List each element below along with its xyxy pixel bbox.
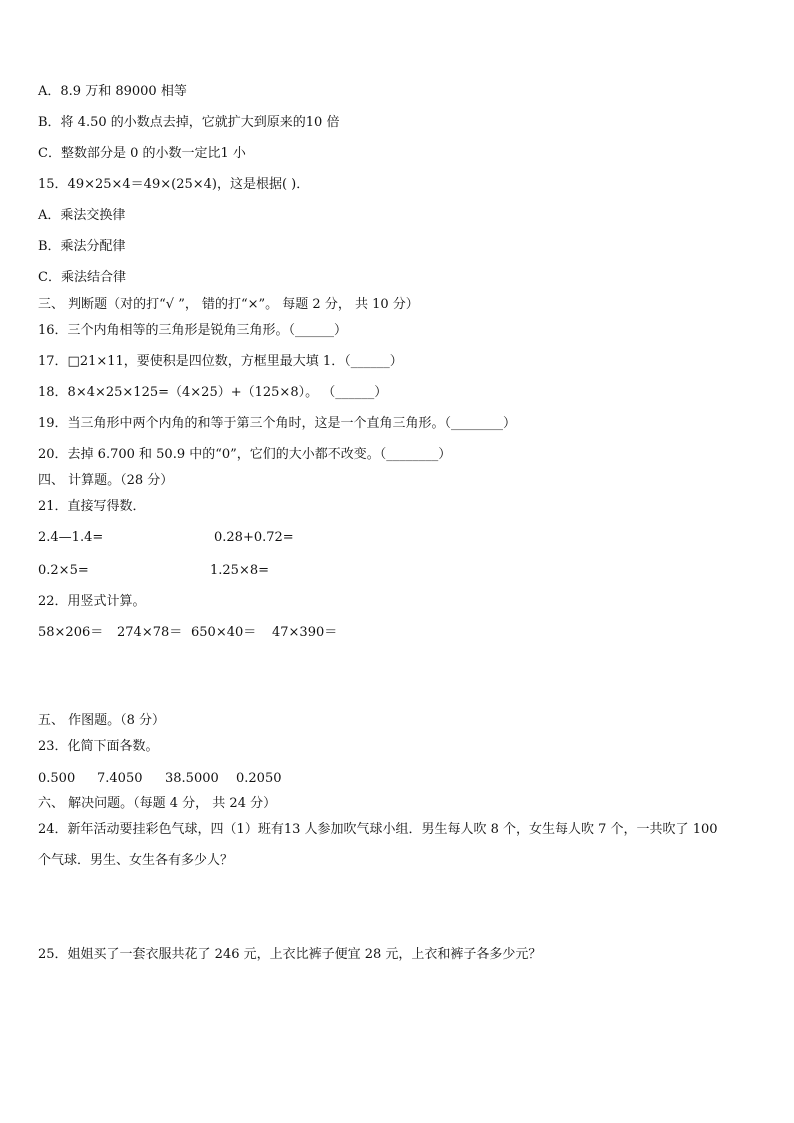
section-3-title: 三、 判断题（对的打“√ ”， 错的打“×”。 每题 2 分， 共 10 分）: [38, 297, 419, 312]
q21-item: 0.28+0.72=: [214, 530, 294, 545]
question-17: 17．□21×11，要使积是四位数，方框里最大填 1．（______）: [38, 354, 403, 369]
q15-option-b: B．乘法分配律: [38, 239, 126, 254]
q21-stem: 21．直接写得数．: [38, 499, 146, 514]
section-4-title: 四、 计算题。（28 分）: [38, 473, 174, 488]
q15-option-a: A．乘法交换律: [38, 208, 126, 223]
q21-item: 2.4—1.4=: [38, 530, 104, 545]
q22-item: 58×206＝: [38, 625, 104, 640]
section-6-title: 六、 解决问题。（每题 4 分， 共 24 分）: [38, 796, 277, 811]
q21-item: 1.25×8=: [210, 563, 270, 578]
q23-item: 0.2050: [236, 771, 282, 786]
q23-item: 38.5000: [165, 771, 219, 786]
question-18: 18．8×4×25×125=（4×25）+（125×8）。 （______）: [38, 385, 388, 400]
q24-line-2: 个气球．男生、女生各有多少人？: [38, 853, 234, 868]
q24-line-1: 24．新年活动要挂彩色气球，四（1）班有13 人参加吹气球小组．男生每人吹 8 个，女生每人吹 7 个，一共吹了 100: [38, 822, 718, 837]
q21-item: 0.2×5=: [38, 563, 89, 578]
question-19: 19．当三角形中两个内角的和等于第三个角时，这是一个直角三角形。（________）: [38, 416, 517, 431]
q14-option-c: C．整数部分是 0 的小数一定比1 小: [38, 146, 246, 161]
question-20: 20．去掉 6.700 和 50.9 中的“0”，它们的大小都不改变。（________）: [38, 447, 452, 462]
q15-option-c: C．乘法结合律: [38, 270, 126, 285]
question-25: 25．姐姐买了一套衣服共花了 246 元，上衣比裤子便宜 28 元，上衣和裤子各多少元？: [38, 947, 542, 962]
question-16: 16．三个内角相等的三角形是锐角三角形。（______）: [38, 323, 348, 338]
q15-stem: 15．49×25×4＝49×(25×4)，这是根据( )．: [38, 177, 310, 192]
q22-stem: 22．用竖式计算。: [38, 594, 146, 609]
section-5-title: 五、 作图题。（8 分）: [38, 713, 166, 728]
q23-item: 7.4050: [97, 771, 143, 786]
q23-stem: 23．化简下面各数。: [38, 739, 159, 754]
q14-option-a: A．8.9 万和 89000 相等: [38, 84, 187, 99]
q22-item: 274×78＝: [117, 625, 183, 640]
q23-item: 0.500: [38, 771, 76, 786]
q14-option-b: B．将 4.50 的小数点去掉，它就扩大到原来的10 倍: [38, 115, 340, 130]
q22-item: 47×390＝: [272, 625, 338, 640]
q22-item: 650×40＝: [191, 625, 257, 640]
